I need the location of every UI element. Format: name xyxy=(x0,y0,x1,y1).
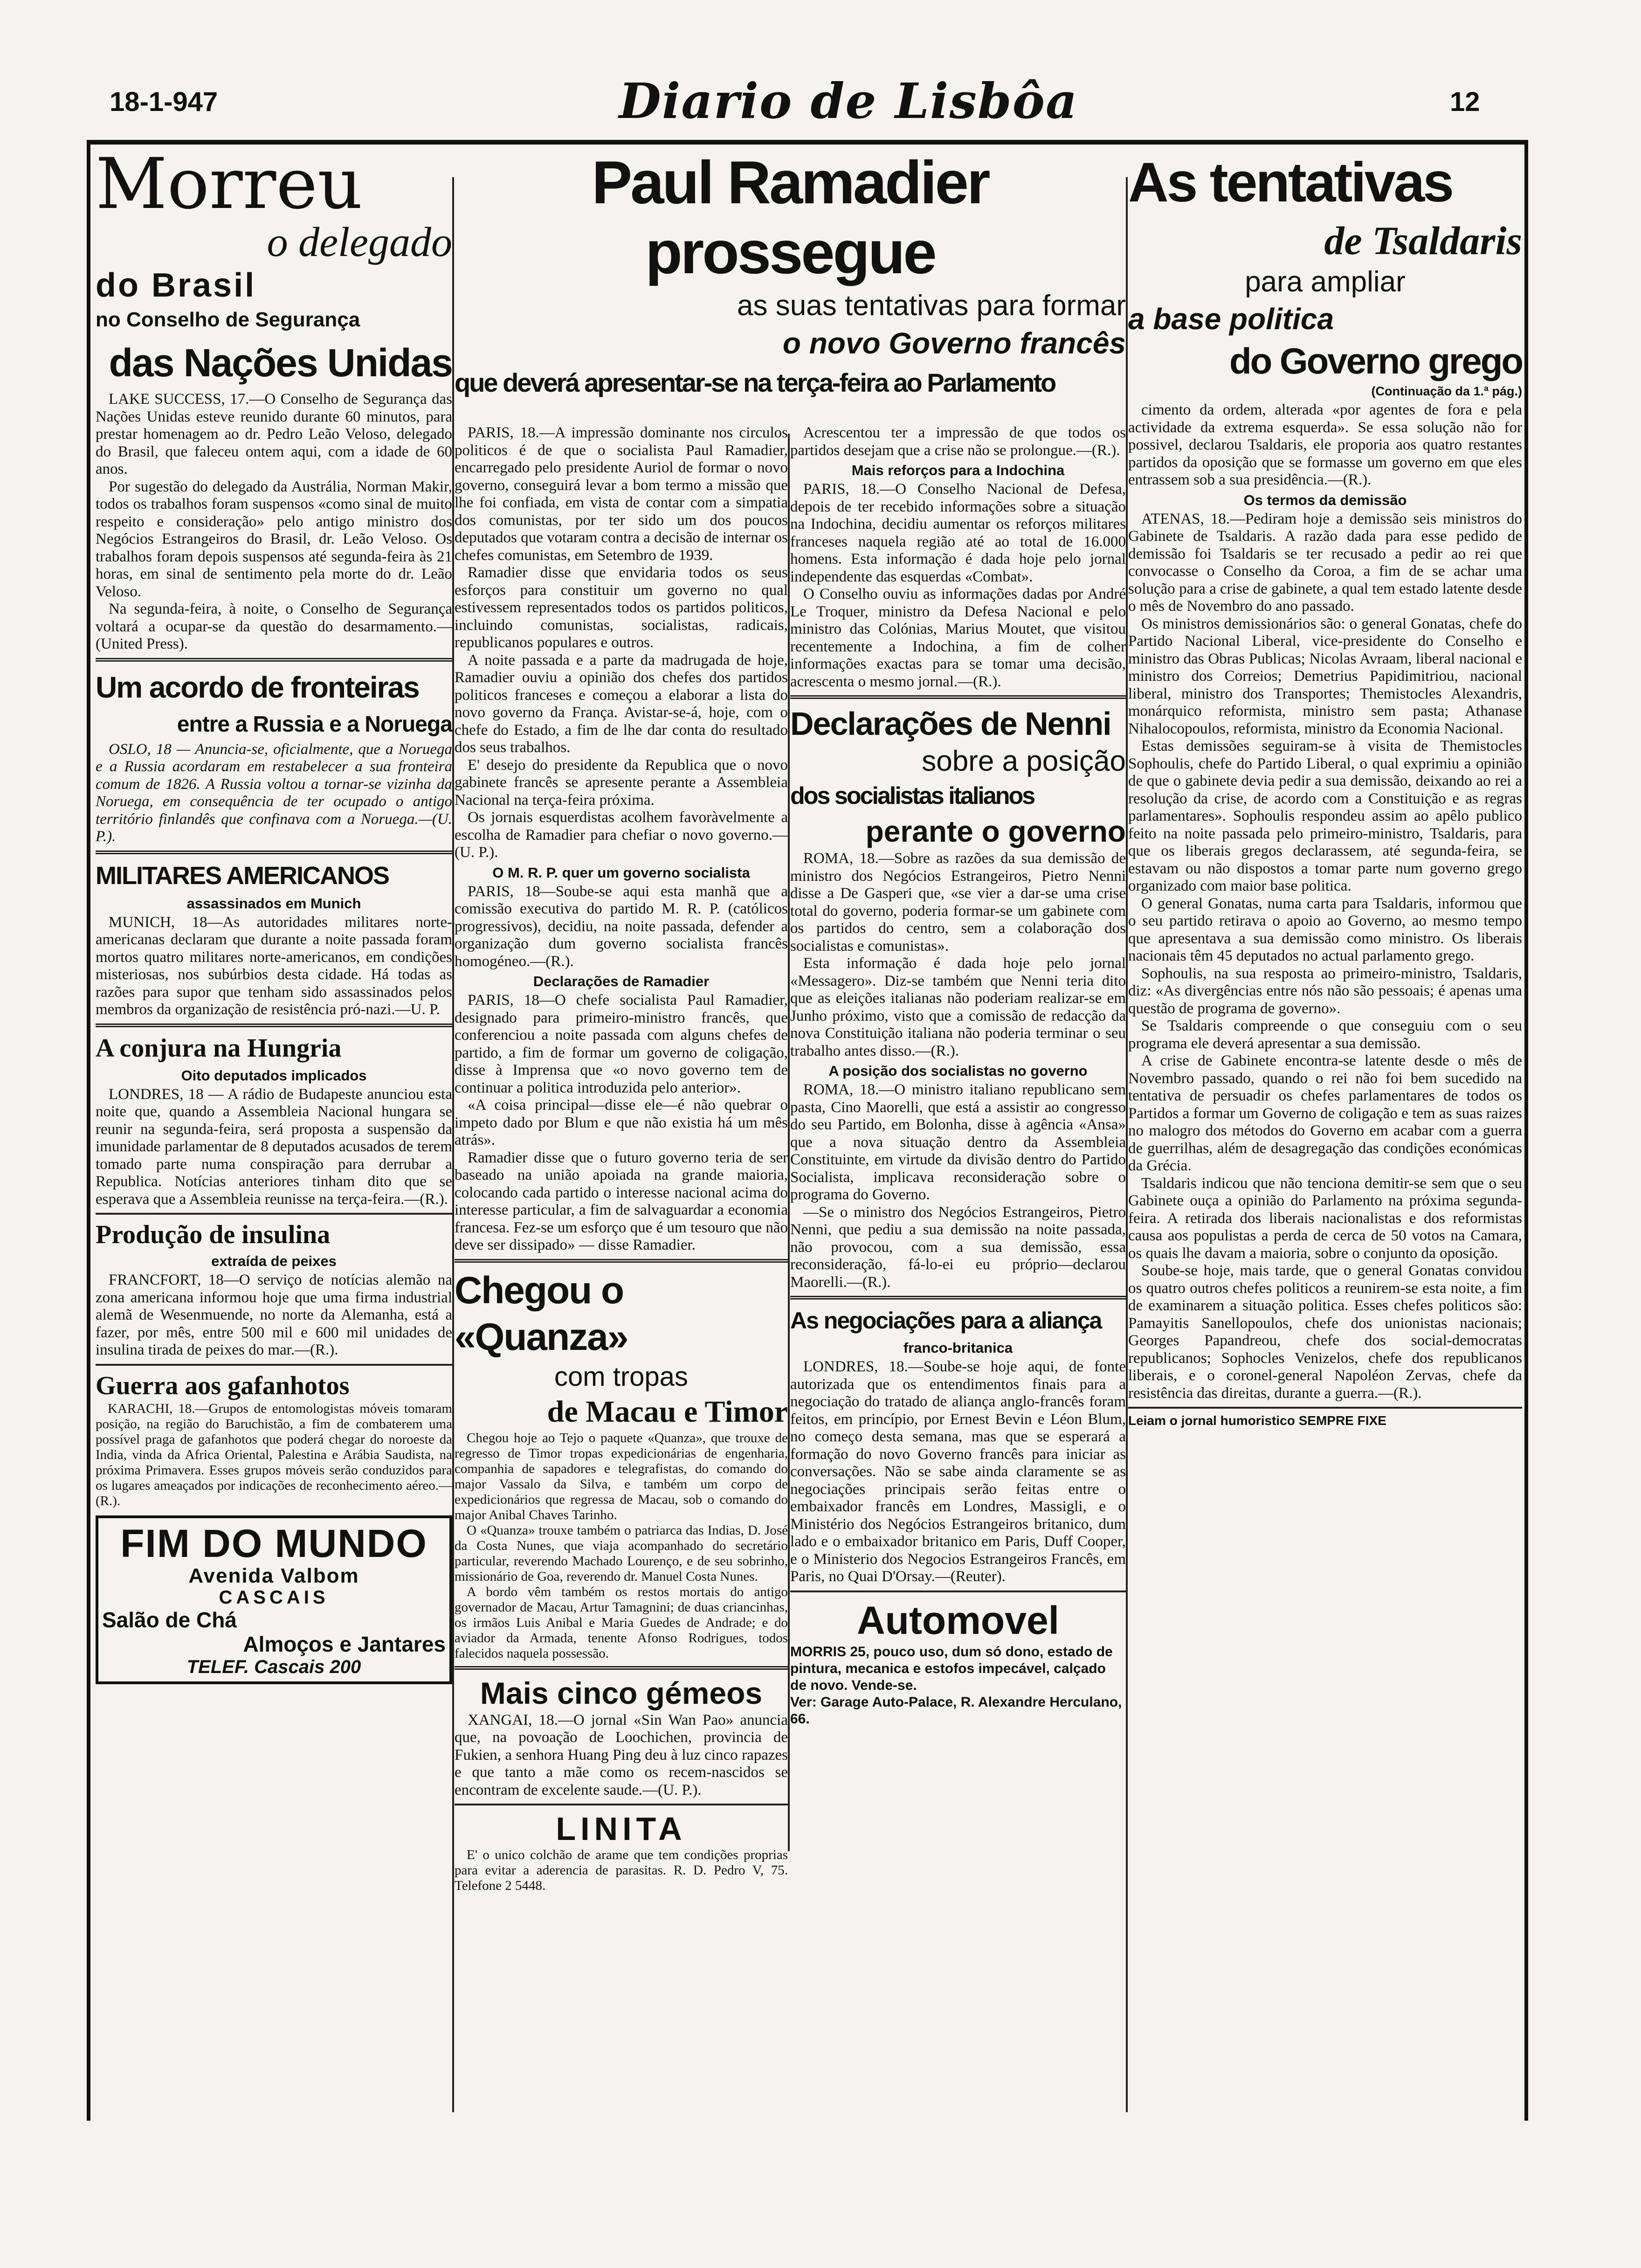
paragraph: E' desejo do presidente da Republica que o novo gabinete francês se apresente perante a Assembleia Nacional na terça-feira próxima. xyxy=(455,756,788,809)
headline: Guerra aos gafanhotos xyxy=(96,1371,350,1400)
paragraph: LONDRES, 18 — A rádio de Budapeste anunciou esta noite que, quando a Assembleia Nacional hungara se reunir na segunda-feira, será proposta a suspensão da imunidade parlamentar de 8 deputados acusados de terem tomado parte numa conspiração para derrubar a Republica. Notícias anteriores tinham dito que se esperava que a Assembleia reunisse na terça-feira.—(R.). xyxy=(96,1086,452,1208)
divider xyxy=(96,1364,452,1366)
issue-date: 18-1-947 xyxy=(110,87,218,117)
article-body xyxy=(96,1401,452,1509)
divider xyxy=(455,1259,788,1263)
paragraph: Na segunda-feira, à noite, o Conselho de Segurança voltará a ocupar-se da questão do desarmamento.—(United Press). xyxy=(96,601,452,652)
article-body xyxy=(96,1272,452,1359)
article-body xyxy=(790,850,1126,1060)
article-body xyxy=(1128,401,1522,489)
divider xyxy=(455,1666,788,1670)
divider xyxy=(96,1023,452,1027)
article-body xyxy=(455,1431,788,1661)
paragraph: Chegou hoje ao Tejo o paquete «Quanza», que trouxe de regresso de Timor tropas expedicionárias de engenharia, companhia de sapadores e telegrafistas, do comando do major Vassalo da Silva, e também um corpo de expedicionários que regressa de Macau, sob o comando do major Anibal Chaves Tarinho. xyxy=(455,1430,788,1522)
article-body xyxy=(455,1712,788,1799)
paragraph: O general Gonatas, numa carta para Tsaldaris, informou que o seu partido retirava o apoio ao Governo, ao mesmo tempo que apresentava a sua demissão como ministro. Os liberais nacionais têm 45 deputados no actual parlamento grego. xyxy=(1128,895,1522,964)
paragraph: PARIS, 18—Soube-se aqui esta manhã que a comissão executiva do partido M. R. P. (católicos progressivos), decidiu, na noite passada, defender a organização dum governo socialista francês homogéneo.—(R.). xyxy=(455,883,788,970)
paragraph: MUNICH, 18—As autoridades militares norte-americanas declaram que durante a noite passada foram mortos quatro militares norte-americanos, em condições misteriosas, nos subúrbios desta cidade. Há todas as razões para supor que tenham sido assassinados pelos membros da organização de resistência pró-nazi.—U. P. xyxy=(96,913,452,1018)
headline-line: com tropas xyxy=(554,1361,688,1392)
paragraph: «A coisa principal—disse ele—é não quebrar o impeto dado por Blum e que não existia há um mês atrás». xyxy=(455,1097,788,1148)
paragraph: Por sugestão do delegado da Austrália, Norman Makir, todos os trabalhos foram suspensos «como sinal de muito respeito e consideração» pelo antigo ministro dos Negócios Estrangeiros do Brasil, dr. Leão Veloso. Os trabalhos foram depois suspensos até segunda-feira às 21 horas, em sinal de sentimento pela morte do dr. Leão Veloso. xyxy=(96,478,452,600)
headline-line: o delegado xyxy=(267,219,452,265)
page-number: 12 xyxy=(1450,87,1480,117)
headline: Morreu xyxy=(96,145,363,225)
headline-line: sobre a posição xyxy=(922,745,1126,777)
column-divider xyxy=(788,434,790,1851)
divider xyxy=(455,1804,788,1805)
paragraph: Soube-se hoje, mais tarde, que o general Gonatas convidou os quatro outros chefes politicos a reunirem-se esta noite, a fim de examinarem a situação politica. Esses chefes politicos são: Pamayitis Sanellopoulos, chefe dos unionistas nacionais; Georges Papandreou, chefe dos social-democratas republicanos; Sophocles Venizelos, chefe dos republicanos liberais, e o coronel-general Napoléon Zervas, chefe da resistência das direitas, durante a guerra.—(R.). xyxy=(1128,1262,1522,1402)
column-right xyxy=(1128,145,1522,1428)
paragraph: O Conselho ouviu as informações dadas por André Le Troquer, ministro da Defesa Nacional e pelo ministro das Colónias, Marius Moutet, que visitou recentemente a Indochina, a fim de colher informações exactas para se tomar uma decisão, acrescenta o mesmo jornal.—(R.). xyxy=(790,586,1126,690)
subheadline: Oito deputados implicados xyxy=(181,1067,367,1084)
paragraph: PARIS, 18.—A impressão dominante nos circulos politicos é de que o socialista Paul Ramadier, encarregado pelo presidente Auriol de formar o novo governo, conseguirá levar a bom termo a missão que lhe foi confiada, em vista de contar com a simpatia dos comunistas, por ter sido um dos poucos deputados que votaram contra a decisão de internar os chefes comunistas, em Setembro de 1939. xyxy=(455,424,788,564)
article-militares xyxy=(96,859,452,1019)
ad-line: Avenida Valbom xyxy=(188,1564,359,1587)
paragraph: Ramadier disse que envidaria todos os seus esforços para constituir um governo no qual estivessem representados todos os partidos politicos, incluindo comunistas, socialistas, radicais, republicanos populares e outros. xyxy=(455,564,788,651)
paragraph: PARIS, 18.—O Conselho Nacional de Defesa, depois de ter recebido informações sobre a situação na Indochina, decidiu aumentar os reforços militares franceses naquela região até ao total de 16.000 homens. Esta informação é dada hoje pelo jornal independente das esquerdas «Combat». xyxy=(790,481,1126,585)
article-morreu xyxy=(96,145,452,653)
divider xyxy=(1128,1407,1522,1409)
article-body xyxy=(96,391,452,653)
headline-line: dos socialistas italianos xyxy=(790,782,1034,809)
divider xyxy=(96,1213,452,1215)
paragraph: Ver: Garage Auto-Palace, R. Alexandre Herculano, 66. xyxy=(790,1694,1122,1727)
article-body xyxy=(455,883,788,971)
subheadline: franco-britanica xyxy=(903,1340,1013,1356)
paragraph: A noite passada e a parte da madrugada de hoje, Ramadier ouviu a opinião dos chefes dos partidos politicos franceses e começou a elaborar a lista do novo governo da França. Avistar-se-á, hoje, com o chefe do Estado, a fim de lhe dar conta do resultado dos seus trabalhos. xyxy=(455,651,788,756)
divider xyxy=(96,850,452,854)
headline-line: que deverá apresentar-se na terça-feira ao Parlamento xyxy=(455,368,1055,397)
paragraph: Sophoulis, na sua resposta ao primeiro-ministro, Tsaldaris, diz: «As divergências entre nós não são pessoais; é apenas uma questão de programa de governo». xyxy=(1128,965,1522,1017)
headline: As tentativas xyxy=(1128,151,1452,214)
article-body xyxy=(790,1081,1126,1291)
headline-line: as suas tentativas para formar xyxy=(737,290,1126,322)
paragraph: FRANCFORT, 18—O serviço de notícias alemão na zona americana informou hoje que uma firma industrial alemã de Wesenmuende, no norte da Alemanha, está a fazer, por mês, entre 500 mil e 600 mil unidades de insulina tirada de peixes do mar.—(R.). xyxy=(96,1272,452,1358)
paragraph: PARIS, 18—O chefe socialista Paul Ramadier, designado para primeiro-ministro francês, que conferenciou a noite passada com alguns chefes de partido, a fim de formar um governo de coligação, disse à Imprensa que «o novo governo tem de continuar a politica introduzida pelo anterior». xyxy=(455,992,788,1096)
paragraph: MORRIS 25, pouco uso, dum só dono, estado de pintura, mecanica e estofos impecável, calçado de novo. Vende-se. xyxy=(790,1644,1113,1693)
article-body xyxy=(1128,511,1522,1403)
masthead xyxy=(0,0,1641,140)
headline: Paul Ramadier prossegue xyxy=(592,148,989,286)
article-conjura xyxy=(96,1032,452,1209)
headline: A conjura na Hungria xyxy=(96,1033,342,1063)
headline-line: no Conselho de Segurança xyxy=(96,308,360,331)
article-tsaldaris xyxy=(1128,147,1522,1428)
article-alianca xyxy=(790,1304,1126,1586)
headline: MILITARES AMERICANOS xyxy=(96,861,389,890)
paragraph: Estas demissões seguiram-se à visita de Themistocles Sophoulis, chefe do Partido Liberal, o qual exprimiu a opinião de que o gabinete devia pedir a sua demissão, deixando ao rei a resolução da crise, de acordo com a Constituição e as regras parlamentares». Sophoulis respondeu assim ao apêlo publico feito na noite passada pelo primeiro-ministro, Tsaldaris, para que os liberais gregos declarassem, até segunda-feira, se estavam ou não dispostos a tomar parte num governo grego organizado com maior base politica. xyxy=(1128,738,1522,894)
headline-line: do Governo grego xyxy=(1229,340,1522,381)
article-acordo xyxy=(96,666,452,846)
column-divider xyxy=(452,177,454,2112)
article-ramadier-headline xyxy=(455,145,1126,404)
paragraph: —Se o ministro dos Negócios Estrangeiros, Pietro Nenni, que pediu a sua demissão na noite passada, não provocou, com a sua demissão, essa reconsideração, fá-lo-ei eu próprio—declarou Maorelli.—(R.). xyxy=(790,1203,1126,1291)
subheadline: extraída de peixes xyxy=(211,1253,337,1269)
subheadline: Os termos da demissão xyxy=(1243,491,1407,508)
ad-line: CASCAIS xyxy=(219,1587,329,1608)
continuation-note: (Continuação da 1.ª pág.) xyxy=(1371,384,1522,398)
headline: Produção de insulina xyxy=(96,1220,331,1249)
paragraph: LAKE SUCCESS, 17.—O Conselho de Segurança das Nações Unidas esteve reunido durante 60 minutos, para prestar homenagem ao dr. Pedro Leão Veloso, delegado do Brasil, que faleceu ontem aqui, com a idade de 60 anos. xyxy=(96,391,452,477)
divider xyxy=(790,1296,1126,1300)
paragraph: KARACHI, 18.—Grupos de entomologistas móveis tomaram posição, na região do Baruchistão, a fim de combaterem uma possível praga de gafanhotos que poderá chegar do noroeste da India, vinda da Africa Oriental, Palestina e Arábia Saudista, na próxima Primavera. Esses grupos móveis serão conduzidos para os lugares ameaçados por indicações de reconhecimento aéreo.—(R.). xyxy=(96,1401,452,1508)
footer-note: Leiam o jornal humoristico SEMPRE FIXE xyxy=(1128,1413,1386,1428)
article-gemeos xyxy=(455,1674,788,1799)
advertisement-linita xyxy=(455,1810,788,1894)
headline-line: do Brasil xyxy=(96,267,256,304)
paragraph: A crise de Gabinete encontra-se latente desde o mês de Novembro passado, quando o rei não foi bem sucedido na tentativa de persuadir os chefes parlamentares de todos os Partidos a formar um Governo de coligação e tem as suas raizes no malogro dos métodos do Governo em acabar com a guerra de guerrilhas, além de desagregação das condições económicas da Grécia. xyxy=(1128,1052,1522,1174)
paragraph: Ramadier disse que o futuro governo teria de ser baseado na união apoiada na grande maioria, colocando cada partido o interesse nacional acima do interesse particular, a fim de salvaguardar a economia francesa. Fez-se um esforço que é um tesouro que não deve ser dissipado» — disse Ramadier. xyxy=(455,1149,788,1253)
headline-line: entre a Russia e a Noruega xyxy=(177,712,452,737)
headline-line: o novo Governo francês xyxy=(782,326,1126,360)
article-body xyxy=(96,741,452,846)
column-divider xyxy=(1126,177,1128,2112)
paragraph: Esta informação é dada hoje pelo jornal «Messagero». Diz-se também que Nenni teria dito que as eleições italianas não poderiam realizar-se em Junho próximo, visto que a comissão de redacção da nova Constituição italiana não poderia terminar o seu trabalho antes disso.—(R.). xyxy=(790,955,1126,1059)
article-body xyxy=(790,424,1126,459)
subheadline: A posição dos socialistas no governo xyxy=(828,1063,1088,1079)
ad-line: Almoços e Jantares xyxy=(243,1632,446,1656)
article-quanza xyxy=(455,1267,788,1661)
headline: Declarações de Nenni xyxy=(790,705,1111,742)
paragraph: cimento da ordem, alterada «por agentes de fora e pela actividade da extrema esquerda». Se essa solução não for possivel, declarou Tsaldaris, ele proporia aos quatro restantes partidos da oposição que se formasse um governo em que eles entrassem sob a sua presidência.—(R.). xyxy=(1128,401,1522,488)
paragraph: ROMA, 18.—Sobre as razões da sua demissão de ministro dos Negócios Estrangeiros, Pietro Nenni disse a De Gasperi que, «se vier a dar-se uma crise total do governo, poderia formar-se um gabinete com os partidos do centro, sem a colaboração dos socialistas e comunistas». xyxy=(790,850,1126,954)
ad-title: FIM DO MUNDO xyxy=(120,1521,427,1565)
headline-line: de Tsaldaris xyxy=(1324,218,1522,263)
headline: Um acordo de fronteiras xyxy=(96,670,419,704)
article-nenni xyxy=(790,704,1126,1291)
headline: Mais cinco gémeos xyxy=(480,1675,763,1710)
article-body xyxy=(96,1086,452,1209)
article-insulina xyxy=(96,1219,452,1359)
paragraph: OSLO, 18 — Anuncia-se, oficialmente, que a Noruega e a Russia acordaram em restabelecer a sua fronteira comum de 1826. A Russia voltou a tornar-se vizinha da Noruega, em consequência de ter ocupado o antigo território finlandês que confinava com a Noruega.—(U. P.). xyxy=(96,740,452,845)
advertisement-automovel xyxy=(790,1597,1126,1728)
divider xyxy=(790,1590,1126,1592)
article-body xyxy=(96,914,452,1019)
paragraph: E' o unico colchão de arame que tem condições proprias para evitar a aderencia de parasitas. R. D. Pedro V, 75. Telefone 2 5448. xyxy=(455,1847,788,1893)
ad-title: Automovel xyxy=(856,1598,1060,1642)
newspaper-title: Diario de Lisbôa xyxy=(619,72,1078,130)
paragraph: Se Tsaldaris compreende o que conseguiu com o seu programa ele deverá apresentar a sua demissão. xyxy=(1128,1017,1522,1052)
headline: As negociações para a aliança xyxy=(790,1307,1102,1334)
subheadline: Mais reforços para a Indochina xyxy=(851,462,1065,478)
paragraph: Os ministros demissionários são: o general Gonatas, chefe do Partido Nacional Liberal, vice-presidente do Conselho e ministro das Obras Publicas; Nicolas Avraam, liberal nacional e ministro dos Correios; Demetrius Papidimitriou, nacional liberal, ministro dos Transportes; Themistocles Alexandris, monárquico reformista, ministro sem pasta; Athanase Nihalocopoulos, reformista, ministro da Economia Nacional. xyxy=(1128,615,1522,737)
paragraph: ATENAS, 18.—Pediram hoje a demissão seis ministros do Gabinete de Tsaldaris. A razão dada para esse pedido de demissão foi Tsaldaris se ter recusado a pedir ao rei que convocasse o Conselho da Coroa, a fim de se achar uma solução para a crise de gabinete, a qual tem estado latente desde o mês de Novembro do ano passado. xyxy=(1128,510,1522,615)
subheadline: assassinados em Munich xyxy=(186,895,361,912)
divider xyxy=(790,695,1126,699)
headline: Chegou o «Quanza» xyxy=(455,1269,628,1358)
ad-line: TELEF. Cascais 200 xyxy=(186,1656,361,1677)
headline-line: das Nações Unidas xyxy=(109,341,452,385)
ad-body xyxy=(790,1644,1126,1728)
headline-line: perante o governo xyxy=(865,815,1126,848)
advertisement-fim-do-mundo xyxy=(96,1515,452,1684)
headline-line: a base politica xyxy=(1128,302,1334,336)
column-left xyxy=(96,145,452,1684)
headline-line: para ampliar xyxy=(1245,266,1406,298)
column-center-right xyxy=(790,424,1126,1728)
article-body xyxy=(790,1358,1126,1586)
ad-title: LINITA xyxy=(556,1811,687,1847)
divider xyxy=(96,658,452,662)
article-body xyxy=(790,481,1126,691)
paragraph: Os jornais esquerdistas acolhem favoràvelmente a escolha de Ramadier para chefiar o novo governo.—(U. P.). xyxy=(455,809,788,861)
headline-line: de Macau e Timor xyxy=(547,1394,788,1429)
subheadline: Declarações de Ramadier xyxy=(533,973,710,989)
ad-body xyxy=(455,1847,788,1894)
ad-line: Salão de Chá xyxy=(102,1607,237,1632)
article-gafanhotos xyxy=(96,1370,452,1509)
subheadline: O M. R. P. quer um governo socialista xyxy=(492,864,750,881)
paragraph: XANGAI, 18.—O jornal «Sin Wan Pao» anuncia que, na povoação de Loochichen, provincia de Fukien, a senhora Huang Ping deu à luz cinco rapazes e que tanto a mãe como os recem-nascidos se encontram de excelente saude.—(U. P.). xyxy=(455,1711,788,1798)
paragraph: O «Quanza» trouxe também o patriarca das Indias, D. José da Costa Nunes, que viaja acompanhado do secretário particular, reverendo Machado Lourenço, e de seu sobrinho, missionário de Goa, reverendo dr. Manuel Costa Nunes. xyxy=(455,1522,788,1584)
article-body xyxy=(455,424,788,862)
paragraph: LONDRES, 18.—Soube-se hoje aqui, de fonte autorizada que os entendimentos finais para a negociação do tratado de aliança anglo-francês foram feitos, em princípio, por Ernest Bevin e Léon Blum, no começo desta semana, mas que se esperará a formação do novo Governo francês para iniciar as conversações. Não se sabe ainda claramente se as negociações principais serão feitas entre o embaixador francês em Londres, Massigli, e o Ministério dos Negócios Estrangeiros britanico, dum lado e o embaixador britanico em Paris, Duff Cooper, e o Ministerio dos Negocios Estrangeiros Francês, em Paris, no Quai D'Orsay.—(Reuter). xyxy=(790,1358,1126,1585)
column-center-left xyxy=(455,424,788,1894)
paragraph: A bordo vêm também os restos mortais do antigo governador de Macau, Artur Tamagnini; de duas criancinhas, os irmãos Luis Anibal e Maria Guedes de Andrade; e do aviador da Armada, tenente Afonso Rodrigues, todos falecidos naquela possessão. xyxy=(455,1584,788,1661)
paragraph: Acrescentou ter a impressão de que todos os partidos desejam que a crise não se prolongue.—(R.). xyxy=(790,424,1126,459)
paragraph: Tsaldaris indicou que não tenciona demitir-se sem que o seu Gabinete ouça a opinião do Parlamento na próxima segunda-feira. A retirada dos liberais nacionalistas e dos reformistas causa aos populistas a perda de cerca de 50 votos na Camara, os quais lhe davam a maioria, sobre o conjunto da oposição. xyxy=(1128,1175,1522,1262)
article-body xyxy=(455,992,788,1254)
paragraph: ROMA, 18.—O ministro italiano republicano sem pasta, Cino Maorelli, que está a assistir ao congresso do seu Partido, em Bolonha, disse à agência «Ansa» que a nova situação dentro da Assembleia Constituinte, em virtude da divisão dentro do Partido Socialista, implicava reconsideração sobre o programa do Governo. xyxy=(790,1081,1126,1203)
